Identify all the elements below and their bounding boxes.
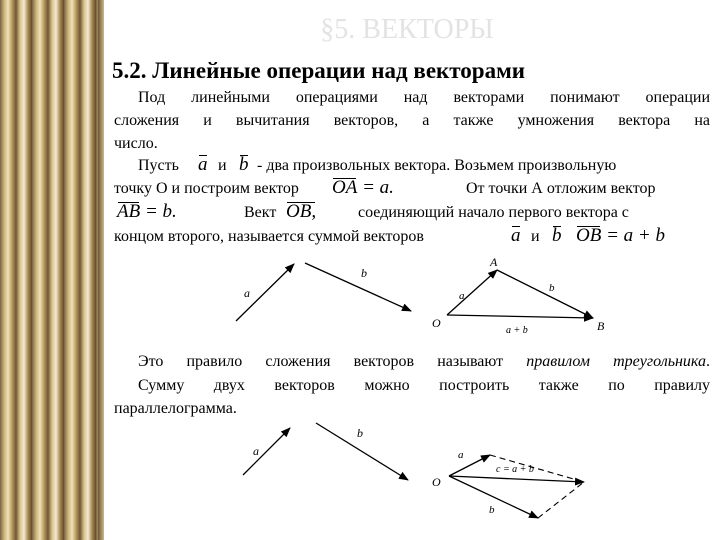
- paragraph2-text: и: [218, 157, 227, 174]
- section-title: §5. ВЕКТОРЫ: [320, 14, 494, 45]
- vector-b-symbol: b: [552, 225, 562, 246]
- paragraph3-line3: параллелограмма.: [114, 400, 237, 417]
- page-subtitle: 5.2. Линейные операции над векторами: [112, 58, 526, 83]
- label-point-A: A: [490, 255, 498, 269]
- vector-b-arrow: [305, 263, 411, 311]
- triangle-side-sum: [447, 315, 593, 318]
- paragraph2-text: - два произвольных вектора. Возьмем произвольную: [257, 157, 617, 174]
- paragraph1-line1: Под линейными операциями над векторами понимают операции: [138, 89, 710, 106]
- triangle-side-b: [497, 270, 593, 318]
- label-side-b: b: [549, 282, 555, 294]
- label-a-2: a: [253, 444, 259, 458]
- label-a: a: [244, 286, 250, 300]
- parallelogram-side-a: [449, 455, 490, 476]
- paragraph2-text: концом второго, называется суммой векторов: [114, 228, 424, 245]
- label-point-O-2: O: [432, 475, 441, 489]
- label-side-a: a: [459, 290, 465, 302]
- label-b: b: [361, 266, 367, 280]
- formula-OA: OA = a.: [332, 177, 394, 198]
- paragraph3-line2: Сумму двух векторов можно построить также по правилу: [138, 377, 710, 394]
- vector-a-symbol: a: [511, 225, 521, 246]
- triangle-side-a: [447, 270, 497, 315]
- paragraph2-text: Пусть: [138, 157, 179, 174]
- vector-a-symbol: a: [198, 154, 208, 175]
- paragraph3-line1: Это правило сложения векторов называют правилом треугольника.: [138, 353, 710, 370]
- label-point-B: B: [597, 319, 605, 333]
- paragraph1-line2: сложения и вычитания векторов, а также умножения вектора на: [114, 112, 710, 129]
- vector-OB-symbol: OB,: [286, 201, 317, 222]
- label-side-b-2: b: [489, 504, 495, 516]
- formula-OB-sum: OB = a + b: [576, 225, 665, 246]
- paragraph2-text: точку О и построим вектор: [114, 180, 299, 197]
- paragraph2-text: и: [531, 228, 540, 245]
- paragraph2-text: От точки А отложим вектор: [466, 180, 656, 197]
- vector-b-symbol: b: [239, 154, 249, 175]
- parallelogram-diagonal: [449, 476, 584, 482]
- label-sum-2: c = a + b: [496, 464, 534, 475]
- parallelogram-dashed-right: [538, 482, 584, 518]
- label-side-a-2: a: [458, 449, 464, 461]
- label-sum: a + b: [506, 325, 528, 336]
- vector-a-arrow-2: [243, 428, 290, 475]
- paragraph2-text: соединяющий начало первого вектора с: [358, 204, 629, 221]
- label-b-2: b: [357, 426, 363, 440]
- label-point-O: O: [432, 316, 441, 330]
- paragraph1-line3: число.: [114, 135, 158, 152]
- formula-AB: AB = b.: [117, 201, 177, 222]
- paragraph2-text: Вект: [244, 204, 277, 221]
